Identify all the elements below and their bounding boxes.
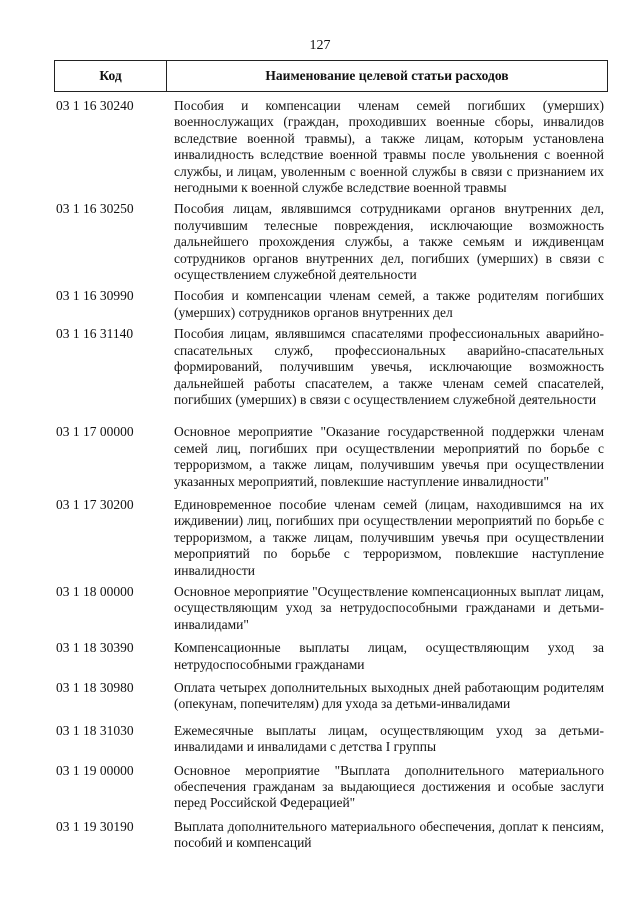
row-name: Пособия лицам, являвшимся спасателями профессиональных аварийно-спасательных служб, профессиональных аварийно-спасательных формирований, получившим увечья, исключающие возможность дальнейшей работы спасателем, а также членам семей спасателей, погибших (умерших) в связи с осуществлением служебной деятельности: [174, 326, 604, 407]
row-code: 03 1 18 30980: [56, 680, 134, 695]
table-row: [54, 497, 608, 579]
row-name: Пособия лицам, являвшимся сотрудниками органов внутренних дел, получившим телесные повреждения, исключающие возможность дальнейшего прохождения службы, а также семьям и иждивенцам сотрудников органов внутренних дел, погибших (умерших) в связи с осуществлением служебной деятельности: [174, 201, 604, 283]
row-code: 03 1 18 30390: [56, 640, 134, 656]
table-row: [54, 288, 608, 321]
row-name: Пособия и компенсации членам семей, а также родителям погибших (умерших) сотрудников органов внутренних дел: [174, 288, 604, 320]
table-body: [54, 98, 608, 859]
row-name: Единовременное пособие членам семей (лицам, находившимся на их иждивении) лиц, погибших при осуществлении мероприятий по борьбе с терроризмом, а также лицам, получившим увечья при осуществлении мероприятий по борьбе с терроризмом, повлекшие наступление инвалидности: [174, 496, 604, 578]
row-name: Компенсационные выплаты лицам, осуществляющим уход за нетрудоспособными гражданами: [174, 640, 604, 672]
row-code: 03 1 17 00000: [56, 424, 134, 440]
row-code: 03 1 16 30990: [56, 288, 134, 304]
table-row: [54, 98, 608, 196]
table-header: [54, 60, 608, 92]
row-code: 03 1 18 31030: [56, 722, 134, 738]
row-code: 03 1 16 30240: [56, 98, 134, 113]
table-row: [54, 723, 608, 756]
table-row: [54, 584, 608, 633]
table-row: [54, 640, 608, 673]
row-name: Оплата четырех дополнительных выходных дней работающим родителям (опекунам, попечителям) для ухода за детьми-инвалидами: [174, 680, 604, 712]
row-code: 03 1 19 00000: [56, 762, 134, 778]
row-code: 03 1 18 00000: [56, 583, 134, 599]
table-row: [54, 424, 608, 490]
row-name: Пособия и компенсации членам семей погибших (умерших) военнослужащих (граждан, проходивших военные сборы, инвалидов вследствие военной травмы), а также лицам, которым установлена инвалидность вследствие военной травмы после увольнения с военной службы, и лицам, уволенным с военной службы в связи с признанием их негодными к военной службе вследствие военной травмы: [174, 98, 604, 196]
table-row: [54, 326, 608, 408]
row-code: 03 1 17 30200: [56, 496, 134, 512]
row-name: Выплата дополнительного материального обеспечения, доплат к пенсиям, пособий и компенсаций: [174, 818, 604, 851]
row-name: Основное мероприятие "Оказание государственной поддержки членам семей лиц, погибших при осуществлении мероприятий по борьбе с терроризмом, а также лицам, получившим увечья при осуществлении указанных мероприятий, повлекшие наступление инвалидности": [174, 424, 604, 489]
table-row: [54, 819, 608, 852]
column-header-code: Код: [55, 61, 167, 91]
column-header-name: Наименование целевой статьи расходов: [265, 68, 509, 83]
row-code: 03 1 19 30190: [56, 818, 134, 834]
row-name: Основное мероприятие "Выплата дополнительного материального обеспечения гражданам за выдающиеся достижения и особые заслуги перед Российской Федерацией": [174, 762, 604, 811]
row-code: 03 1 16 31140: [56, 326, 134, 342]
table-row: [54, 201, 608, 283]
row-name: Основное мероприятие "Осуществление компенсационных выплат лицам, осуществляющим уход за нетрудоспособными гражданами и детьми-инвалидами": [174, 583, 604, 632]
row-code: 03 1 16 30250: [56, 201, 134, 217]
table-row: [54, 763, 608, 812]
page-number: 127: [309, 38, 331, 53]
row-name: Ежемесячные выплаты лицам, осуществляющим уход за детьми-инвалидами и инвалидами с детства I группы: [174, 722, 604, 755]
table-row: [54, 680, 608, 713]
